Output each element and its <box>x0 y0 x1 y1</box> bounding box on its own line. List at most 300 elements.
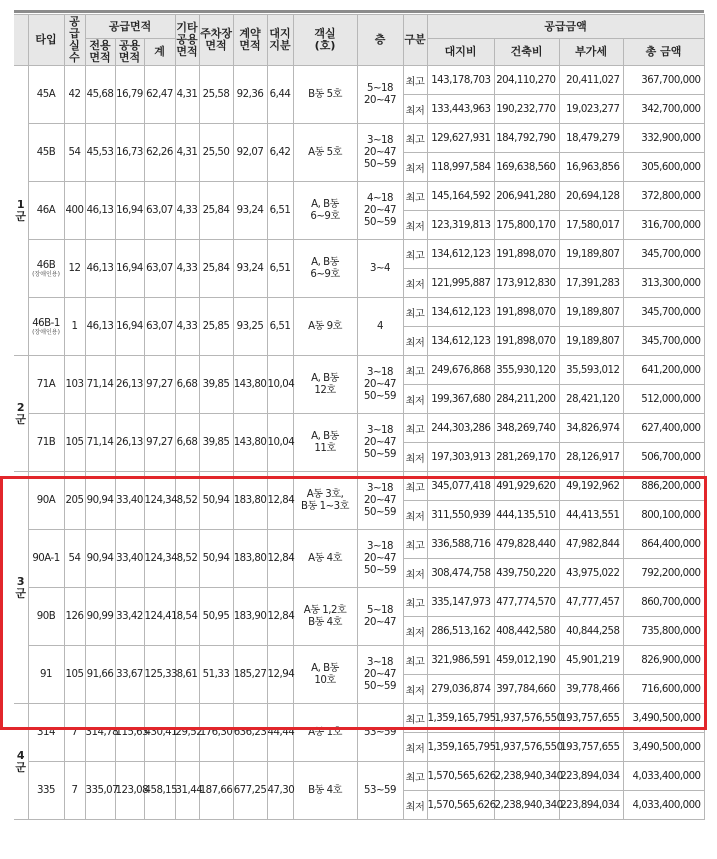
land-share: 47,30 <box>267 762 293 820</box>
total-price: 345,700,000 <box>623 298 704 327</box>
exclusive-area: 71,14 <box>85 414 115 472</box>
category-max: 최고 <box>403 182 427 211</box>
header-total-price: 총 금액 <box>623 39 704 66</box>
header-type: 타입 <box>28 15 64 66</box>
floors: 3~18 20~47 50~59 <box>357 646 403 704</box>
other-common-area: 31,44 <box>175 762 199 820</box>
category-min: 최저 <box>403 559 427 588</box>
floors: 3~18 20~47 50~59 <box>357 414 403 472</box>
floors: 5~18 20~47 <box>357 588 403 646</box>
group-label: 3 군 <box>14 472 28 704</box>
unit-type-label: 91 <box>40 669 52 680</box>
unit-type-note: (장애인용) <box>32 270 60 278</box>
parking-area: 25,50 <box>199 124 233 182</box>
parking-area: 25,84 <box>199 240 233 298</box>
total-price: 367,700,000 <box>623 66 704 95</box>
area-total: 63,07 <box>144 298 175 356</box>
exclusive-area: 314,78 <box>85 704 115 762</box>
floors: 3~18 20~47 50~59 <box>357 124 403 182</box>
contract-area: 92,36 <box>233 66 267 124</box>
floors: 5~18 20~47 <box>357 66 403 124</box>
land-price: 145,164,592 <box>427 182 494 211</box>
build-price: 479,828,440 <box>494 530 559 559</box>
rooms: A, B동 11호 <box>293 414 357 472</box>
vat: 20,694,128 <box>559 182 623 211</box>
vat: 193,757,655 <box>559 704 623 733</box>
common-area: 33,40 <box>115 472 144 530</box>
unit-type-label: 90A <box>36 495 56 506</box>
category-min: 최저 <box>403 327 427 356</box>
unit-type-label: 45A <box>36 89 56 100</box>
floors: 3~18 20~47 50~59 <box>357 356 403 414</box>
build-price: 2,238,940,340 <box>494 762 559 791</box>
header-units: 공급 실수 <box>64 15 85 66</box>
build-price: 397,784,660 <box>494 675 559 704</box>
header-parking: 주차장 면적 <box>199 15 233 66</box>
header-build-price: 건축비 <box>494 39 559 66</box>
area-total: 97,27 <box>144 356 175 414</box>
unit-type <box>28 704 64 762</box>
build-price: 348,269,740 <box>494 414 559 443</box>
build-price: 191,898,070 <box>494 298 559 327</box>
total-price: 864,400,000 <box>623 530 704 559</box>
supply-units: 105 <box>64 414 85 472</box>
other-common-area: 4,31 <box>175 66 199 124</box>
unit-type <box>28 124 64 182</box>
table-row <box>14 124 704 153</box>
total-price: 826,900,000 <box>623 646 704 675</box>
land-price: 345,077,418 <box>427 472 494 501</box>
table-row <box>14 298 704 327</box>
rooms: A, B동 6~9호 <box>293 240 357 298</box>
vat: 16,963,856 <box>559 153 623 182</box>
total-price: 792,200,000 <box>623 559 704 588</box>
contract-area: 143,80 <box>233 414 267 472</box>
vat: 49,192,962 <box>559 472 623 501</box>
build-price: 459,012,190 <box>494 646 559 675</box>
category-max: 최고 <box>403 240 427 269</box>
build-price: 190,232,770 <box>494 95 559 124</box>
parking-area: 39,85 <box>199 414 233 472</box>
parking-area: 25,84 <box>199 182 233 240</box>
contract-area: 183,80 <box>233 472 267 530</box>
exclusive-area: 45,53 <box>85 124 115 182</box>
build-price: 284,211,200 <box>494 385 559 414</box>
unit-type-label: 45B <box>36 147 56 158</box>
table-row <box>14 472 704 501</box>
land-share: 6,42 <box>267 124 293 182</box>
other-common-area: 4,33 <box>175 240 199 298</box>
unit-type-label: 46B-1 <box>32 317 60 329</box>
unit-type-label: 90A-1 <box>32 553 60 564</box>
contract-area: 93,24 <box>233 182 267 240</box>
unit-type-label: 46B <box>36 259 56 271</box>
category-max: 최고 <box>403 356 427 385</box>
parking-area: 50,94 <box>199 530 233 588</box>
vat: 193,757,655 <box>559 733 623 762</box>
land-price: 279,036,874 <box>427 675 494 704</box>
land-share: 6,51 <box>267 182 293 240</box>
total-price: 506,700,000 <box>623 443 704 472</box>
total-price: 4,033,400,000 <box>623 762 704 791</box>
exclusive-area: 46,13 <box>85 298 115 356</box>
exclusive-area: 46,13 <box>85 240 115 298</box>
build-price: 206,941,280 <box>494 182 559 211</box>
vat: 47,777,457 <box>559 588 623 617</box>
unit-type <box>28 298 64 356</box>
land-price: 129,627,931 <box>427 124 494 153</box>
total-price: 372,800,000 <box>623 182 704 211</box>
header-other-common: 기타 공용 면적 <box>175 15 199 66</box>
parking-area: 50,94 <box>199 472 233 530</box>
common-area: 115,63 <box>115 704 144 762</box>
table-header <box>14 15 704 66</box>
land-share: 10,04 <box>267 414 293 472</box>
contract-area: 93,24 <box>233 240 267 298</box>
vat: 28,126,917 <box>559 443 623 472</box>
total-price: 716,600,000 <box>623 675 704 704</box>
supply-units: 54 <box>64 530 85 588</box>
area-total: 458,15 <box>144 762 175 820</box>
supply-units: 400 <box>64 182 85 240</box>
other-common-area: 4,33 <box>175 182 199 240</box>
unit-type <box>28 66 64 124</box>
exclusive-area: 46,13 <box>85 182 115 240</box>
unit-type <box>28 530 64 588</box>
exclusive-area: 91,66 <box>85 646 115 704</box>
land-price: 321,986,591 <box>427 646 494 675</box>
common-area: 26,13 <box>115 356 144 414</box>
parking-area: 187,66 <box>199 762 233 820</box>
vat: 19,189,807 <box>559 240 623 269</box>
area-total: 62,47 <box>144 66 175 124</box>
total-price: 3,490,500,000 <box>623 733 704 762</box>
land-price: 1,570,565,626 <box>427 762 494 791</box>
land-price: 199,367,680 <box>427 385 494 414</box>
supply-units: 1 <box>64 298 85 356</box>
area-total: 63,07 <box>144 240 175 298</box>
unit-type <box>28 182 64 240</box>
vat: 17,391,283 <box>559 269 623 298</box>
header-contract: 계약 면적 <box>233 15 267 66</box>
rooms: A동 1호 <box>293 704 357 762</box>
header-common: 공용 면적 <box>115 39 144 66</box>
total-price: 735,800,000 <box>623 617 704 646</box>
header-land-price: 대지비 <box>427 39 494 66</box>
floors: 3~4 <box>357 240 403 298</box>
header-floor: 층 <box>357 15 403 66</box>
category-max: 최고 <box>403 646 427 675</box>
area-total: 62,26 <box>144 124 175 182</box>
land-price: 143,178,703 <box>427 66 494 95</box>
top-rule <box>14 10 704 13</box>
land-price: 1,570,565,626 <box>427 791 494 820</box>
category-max: 최고 <box>403 66 427 95</box>
table-row <box>14 66 704 95</box>
group-label: 1 군 <box>14 66 28 356</box>
land-price: 134,612,123 <box>427 240 494 269</box>
category-min: 최저 <box>403 95 427 124</box>
contract-area: 93,25 <box>233 298 267 356</box>
floors: 3~18 20~47 50~59 <box>357 472 403 530</box>
rooms: A동 4호 <box>293 530 357 588</box>
group-label: 4 군 <box>14 704 28 820</box>
build-price: 281,269,170 <box>494 443 559 472</box>
build-price: 191,898,070 <box>494 240 559 269</box>
supply-units: 126 <box>64 588 85 646</box>
area-total: 97,27 <box>144 414 175 472</box>
table-row <box>14 356 704 385</box>
land-price: 118,997,584 <box>427 153 494 182</box>
floors: 53~59 <box>357 762 403 820</box>
category-max: 최고 <box>403 298 427 327</box>
exclusive-area: 90,94 <box>85 472 115 530</box>
table-row <box>14 646 704 675</box>
total-price: 641,200,000 <box>623 356 704 385</box>
land-price: 123,319,813 <box>427 211 494 240</box>
contract-area: 185,27 <box>233 646 267 704</box>
build-price: 173,912,830 <box>494 269 559 298</box>
table-row <box>14 762 704 791</box>
rooms: A동 1,2호 B동 4호 <box>293 588 357 646</box>
land-share: 12,84 <box>267 588 293 646</box>
land-price: 1,359,165,795 <box>427 704 494 733</box>
supply-units: 103 <box>64 356 85 414</box>
build-price: 491,929,620 <box>494 472 559 501</box>
parking-area: 50,95 <box>199 588 233 646</box>
table-row <box>14 240 704 269</box>
category-max: 최고 <box>403 530 427 559</box>
contract-area: 677,25 <box>233 762 267 820</box>
common-area: 33,42 <box>115 588 144 646</box>
total-price: 512,000,000 <box>623 385 704 414</box>
other-common-area: 6,68 <box>175 414 199 472</box>
group-header-blank <box>14 15 28 66</box>
header-supply-price: 공급금액 <box>427 15 704 39</box>
vat: 18,479,279 <box>559 124 623 153</box>
common-area: 16,94 <box>115 240 144 298</box>
total-price: 886,200,000 <box>623 472 704 501</box>
floors: 4 <box>357 298 403 356</box>
land-price: 336,588,716 <box>427 530 494 559</box>
total-price: 345,700,000 <box>623 240 704 269</box>
floors: 3~18 20~47 50~59 <box>357 530 403 588</box>
supply-units: 205 <box>64 472 85 530</box>
parking-area: 25,85 <box>199 298 233 356</box>
unit-type-label: 71B <box>36 437 56 448</box>
unit-type-note: (장애인용) <box>32 328 60 336</box>
parking-area: 25,58 <box>199 66 233 124</box>
category-max: 최고 <box>403 704 427 733</box>
rooms: A, B동 12호 <box>293 356 357 414</box>
land-share: 44,44 <box>267 704 293 762</box>
common-area: 16,79 <box>115 66 144 124</box>
total-price: 313,300,000 <box>623 269 704 298</box>
build-price: 191,898,070 <box>494 327 559 356</box>
unit-type <box>28 472 64 530</box>
contract-area: 92,07 <box>233 124 267 182</box>
land-price: 134,612,123 <box>427 298 494 327</box>
build-price: 2,238,940,340 <box>494 791 559 820</box>
vat: 40,844,258 <box>559 617 623 646</box>
common-area: 123,08 <box>115 762 144 820</box>
land-price: 134,612,123 <box>427 327 494 356</box>
supply-units: 42 <box>64 66 85 124</box>
land-price: 1,359,165,795 <box>427 733 494 762</box>
vat: 19,189,807 <box>559 327 623 356</box>
group-label: 2 군 <box>14 356 28 472</box>
supply-price-table <box>14 14 705 820</box>
total-price: 305,600,000 <box>623 153 704 182</box>
vat: 28,421,120 <box>559 385 623 414</box>
table-row <box>14 414 704 443</box>
exclusive-area: 90,94 <box>85 530 115 588</box>
category-min: 최저 <box>403 733 427 762</box>
unit-type <box>28 588 64 646</box>
unit-type-label: 335 <box>37 785 55 796</box>
category-min: 최저 <box>403 211 427 240</box>
land-price: 197,303,913 <box>427 443 494 472</box>
vat: 20,411,027 <box>559 66 623 95</box>
vat: 44,413,551 <box>559 501 623 530</box>
unit-type <box>28 646 64 704</box>
land-price: 133,443,963 <box>427 95 494 124</box>
header-rooms: 객실 (호) <box>293 15 357 66</box>
land-share: 12,84 <box>267 472 293 530</box>
category-min: 최저 <box>403 501 427 530</box>
common-area: 16,73 <box>115 124 144 182</box>
category-max: 최고 <box>403 588 427 617</box>
build-price: 169,638,560 <box>494 153 559 182</box>
unit-type <box>28 762 64 820</box>
category-min: 최저 <box>403 675 427 704</box>
exclusive-area: 90,99 <box>85 588 115 646</box>
vat: 19,189,807 <box>559 298 623 327</box>
table-body <box>14 66 704 820</box>
area-total: 124,34 <box>144 530 175 588</box>
total-price: 345,700,000 <box>623 327 704 356</box>
floors: 53~59 <box>357 704 403 762</box>
category-max: 최고 <box>403 762 427 791</box>
header-area-total: 계 <box>144 39 175 66</box>
land-price: 335,147,973 <box>427 588 494 617</box>
area-total: 124,34 <box>144 472 175 530</box>
category-min: 최저 <box>403 617 427 646</box>
rooms: B동 4호 <box>293 762 357 820</box>
vat: 17,580,017 <box>559 211 623 240</box>
common-area: 26,13 <box>115 414 144 472</box>
total-price: 4,033,400,000 <box>623 791 704 820</box>
category-min: 최저 <box>403 153 427 182</box>
vat: 45,901,219 <box>559 646 623 675</box>
build-price: 408,442,580 <box>494 617 559 646</box>
total-price: 627,400,000 <box>623 414 704 443</box>
build-price: 477,774,570 <box>494 588 559 617</box>
header-exclusive: 전용 면적 <box>85 39 115 66</box>
vat: 223,894,034 <box>559 791 623 820</box>
supply-units: 7 <box>64 762 85 820</box>
other-common-area: 4,31 <box>175 124 199 182</box>
common-area: 33,67 <box>115 646 144 704</box>
total-price: 332,900,000 <box>623 124 704 153</box>
floors: 4~18 20~47 50~59 <box>357 182 403 240</box>
area-total: 63,07 <box>144 182 175 240</box>
category-min: 최저 <box>403 791 427 820</box>
land-price: 244,303,286 <box>427 414 494 443</box>
header-supply-area: 공급면적 <box>85 15 175 39</box>
vat: 47,982,844 <box>559 530 623 559</box>
vat: 34,826,974 <box>559 414 623 443</box>
land-price: 286,513,162 <box>427 617 494 646</box>
table-row <box>14 588 704 617</box>
build-price: 1,937,576,550 <box>494 704 559 733</box>
header-category: 구분 <box>403 15 427 66</box>
supply-units: 7 <box>64 704 85 762</box>
unit-type <box>28 240 64 298</box>
category-max: 최고 <box>403 124 427 153</box>
contract-area: 143,80 <box>233 356 267 414</box>
rooms: A동 5호 <box>293 124 357 182</box>
total-price: 3,490,500,000 <box>623 704 704 733</box>
table-row <box>14 704 704 733</box>
exclusive-area: 45,68 <box>85 66 115 124</box>
rooms: A, B동 6~9호 <box>293 182 357 240</box>
build-price: 204,110,270 <box>494 66 559 95</box>
category-min: 최저 <box>403 269 427 298</box>
price-table-container <box>14 14 704 820</box>
land-share: 10,04 <box>267 356 293 414</box>
total-price: 860,700,000 <box>623 588 704 617</box>
parking-area: 51,33 <box>199 646 233 704</box>
vat: 223,894,034 <box>559 762 623 791</box>
total-price: 342,700,000 <box>623 95 704 124</box>
build-price: 184,792,790 <box>494 124 559 153</box>
rooms: A동 9호 <box>293 298 357 356</box>
table-row <box>14 182 704 211</box>
vat: 43,975,022 <box>559 559 623 588</box>
unit-type-label: 90B <box>36 611 56 622</box>
build-price: 175,800,170 <box>494 211 559 240</box>
other-common-area: 4,33 <box>175 298 199 356</box>
vat: 19,023,277 <box>559 95 623 124</box>
category-max: 최고 <box>403 414 427 443</box>
total-price: 316,700,000 <box>623 211 704 240</box>
unit-type <box>28 414 64 472</box>
other-common-area: 29,52 <box>175 704 199 762</box>
unit-type-label: 314 <box>37 727 55 738</box>
contract-area: 183,90 <box>233 588 267 646</box>
rooms: B동 5호 <box>293 66 357 124</box>
common-area: 16,94 <box>115 182 144 240</box>
contract-area: 636,23 <box>233 704 267 762</box>
vat: 39,778,466 <box>559 675 623 704</box>
area-total: 430,41 <box>144 704 175 762</box>
other-common-area: 8,52 <box>175 472 199 530</box>
land-price: 249,676,868 <box>427 356 494 385</box>
unit-type-label: 46A <box>36 205 56 216</box>
common-area: 16,94 <box>115 298 144 356</box>
exclusive-area: 71,14 <box>85 356 115 414</box>
build-price: 444,135,510 <box>494 501 559 530</box>
unit-type <box>28 356 64 414</box>
supply-units: 54 <box>64 124 85 182</box>
parking-area: 176,30 <box>199 704 233 762</box>
land-share: 6,51 <box>267 240 293 298</box>
land-price: 121,995,887 <box>427 269 494 298</box>
land-share: 6,51 <box>267 298 293 356</box>
land-price: 308,474,758 <box>427 559 494 588</box>
build-price: 355,930,120 <box>494 356 559 385</box>
